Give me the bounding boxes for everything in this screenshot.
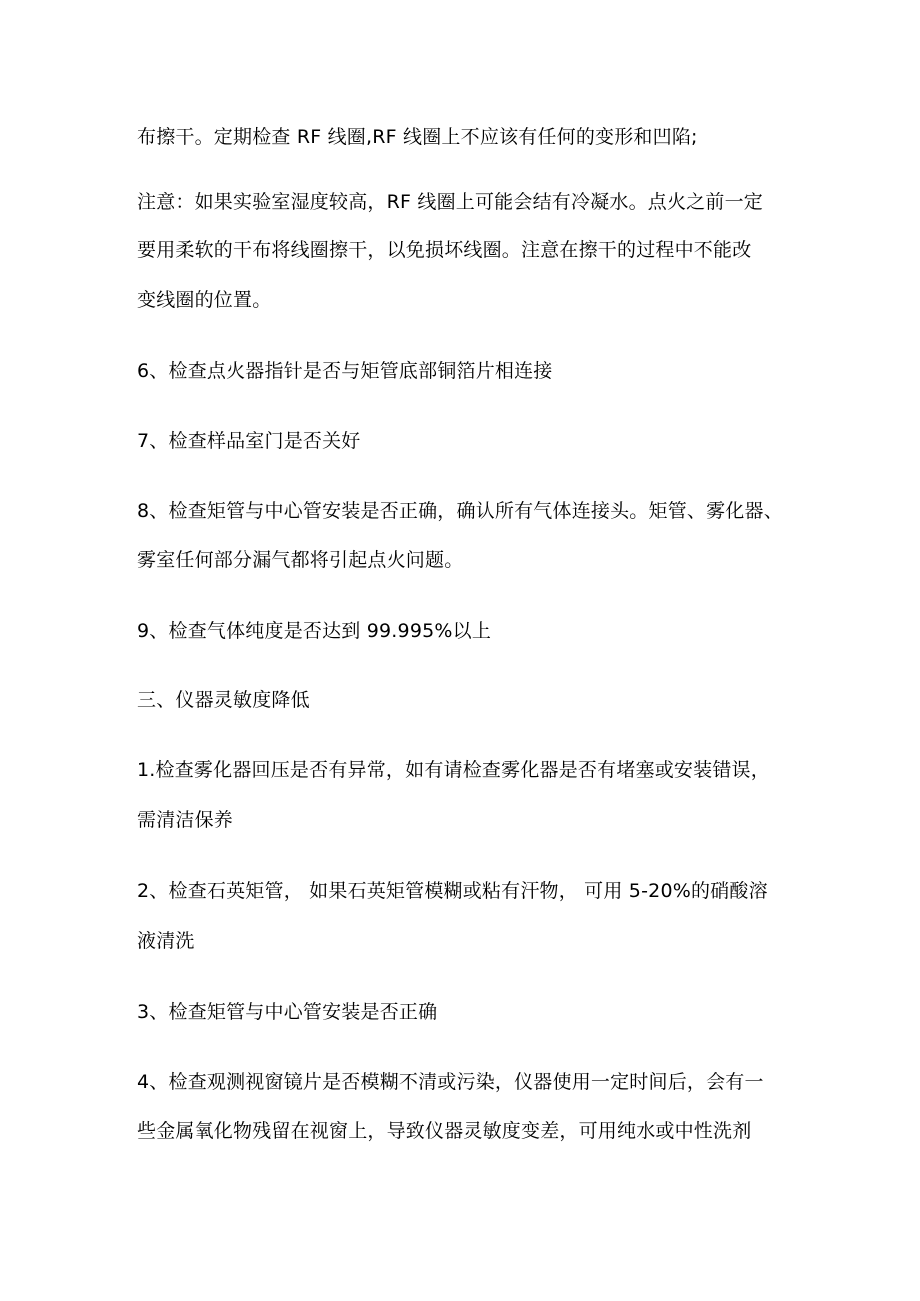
list-item-1-continued: 需清洁保养: [137, 809, 234, 831]
list-item-7: 7、检查样品室门是否关好: [137, 430, 361, 452]
list-item-8-continued: 雾室任何部分漏气都将引起点火问题。: [137, 549, 464, 571]
list-item-8: 8、检查矩管与中心管安装是否正确，确认所有气体连接头。矩管、雾化器、: [137, 500, 783, 522]
list-item-1: 1.检查雾化器回压是否有异常，如有请检查雾化器是否有堵塞或安装错误，: [137, 759, 770, 781]
note-line: 变线圈的位置。: [137, 289, 272, 311]
list-item-4: 4、检查观测视窗镜片是否模糊不清或污染，仪器使用一定时间后，会有一: [137, 1071, 764, 1093]
paragraph-line: 布擦干。定期检查 RF 线圈,RF 线圈上不应该有任何的变形和凹陷;: [137, 126, 698, 148]
list-item-9: 9、检查气体纯度是否达到 99.995%以上: [137, 620, 492, 642]
note-line: 要用柔软的干布将线圈擦干，以免损坏线圈。注意在擦干的过程中不能改: [137, 239, 752, 261]
list-item-2-continued: 液清洗: [137, 930, 195, 952]
section-heading: 三、仪器灵敏度降低: [137, 689, 310, 711]
list-item-3: 3、检查矩管与中心管安装是否正确: [137, 1001, 438, 1023]
list-item-4-continued: 些金属氧化物残留在视窗上，导致仪器灵敏度变差，可用纯水或中性洗剂: [137, 1120, 752, 1142]
note-line: 注意：如果实验室湿度较高，RF 线圈上可能会结有冷凝水。点火之前一定: [137, 191, 763, 213]
list-item-2: 2、检查石英矩管， 如果石英矩管模糊或粘有汗物， 可用 5-20%的硝酸溶: [137, 880, 768, 902]
list-item-6: 6、检查点火器指针是否与矩管底部铜箔片相连接: [137, 360, 553, 382]
